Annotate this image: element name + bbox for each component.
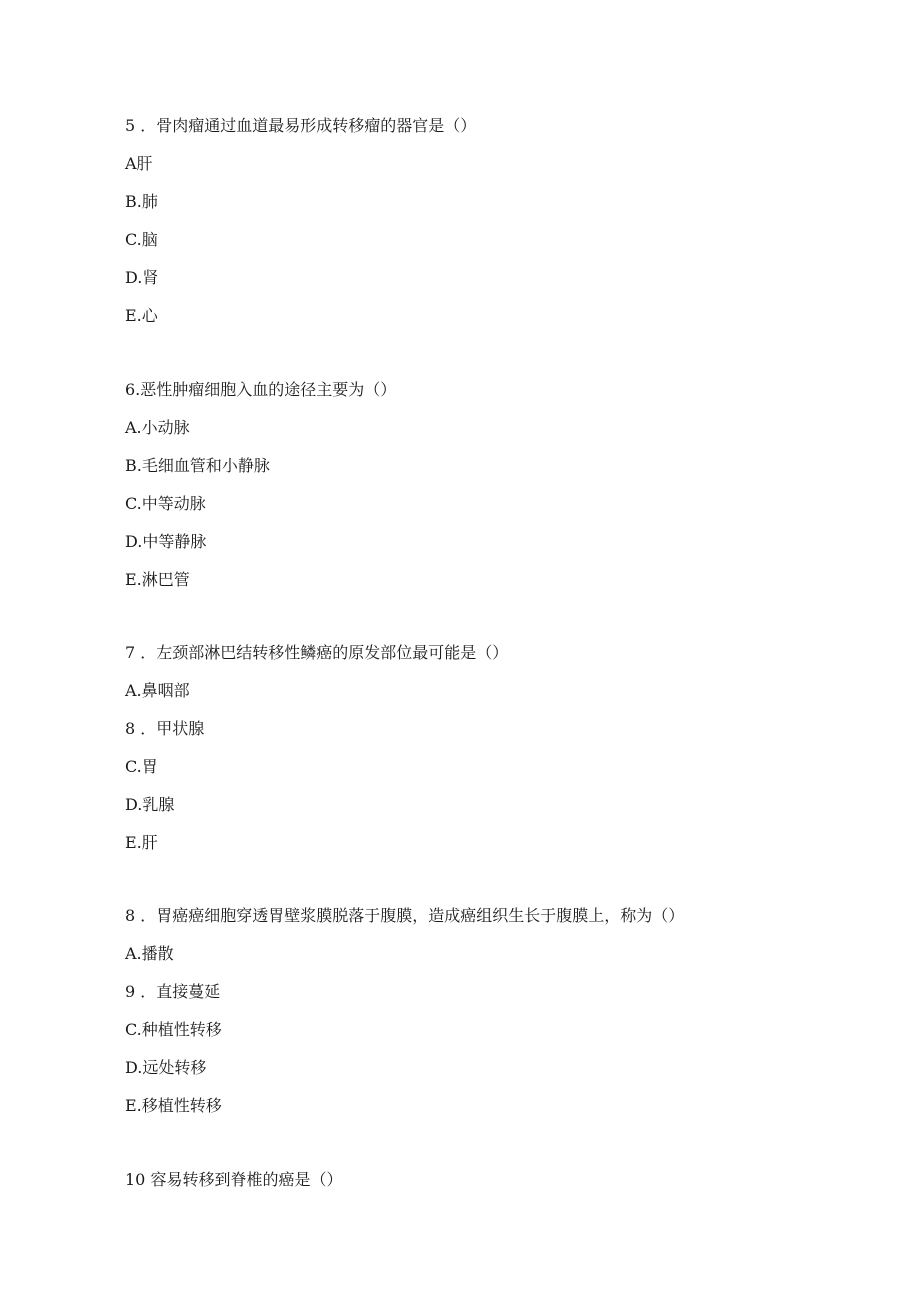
question-8-option-d: D.远处转移 bbox=[125, 1058, 207, 1077]
question-7-option-e: E.肝 bbox=[125, 833, 158, 852]
question-5-option-a: A肝 bbox=[125, 154, 153, 173]
question-6-option-c: C.中等动脉 bbox=[125, 494, 206, 513]
question-6-option-b: B.毛细血管和小静脉 bbox=[125, 456, 270, 475]
question-8-option-a: A.播散 bbox=[125, 944, 174, 963]
question-5-option-d: D.肾 bbox=[125, 268, 159, 287]
question-5-option-e: E.心 bbox=[125, 306, 158, 325]
question-5-option-b: B.肺 bbox=[125, 192, 158, 211]
question-7-option-c: C.胃 bbox=[125, 757, 158, 776]
question-8-option-e: E.移植性转移 bbox=[125, 1096, 222, 1115]
question-7-option-a: A.鼻咽部 bbox=[125, 681, 190, 700]
question-8-option-c: C.种植性转移 bbox=[125, 1020, 222, 1039]
question-7-stem: 7 ．左颈部淋巴结转移性鳞癌的原发部位最可能是（） bbox=[125, 643, 509, 662]
question-6-stem: 6.恶性肿瘤细胞入血的途径主要为（） bbox=[125, 380, 397, 399]
question-5-option-c: C.脑 bbox=[125, 230, 158, 249]
question-5-stem: 5 ．骨肉瘤通过血道最易形成转移瘤的器官是（） bbox=[125, 116, 477, 135]
question-7-option-d: D.乳腺 bbox=[125, 795, 175, 814]
question-8-stem: 8 ．胃癌癌细胞穿透胃壁浆膜脱落于腹膜，造成癌组织生长于腹膜上，称为（） bbox=[125, 906, 685, 925]
question-6-option-e: E.淋巴管 bbox=[125, 570, 190, 589]
question-10-stem: 10 容易转移到脊椎的癌是（） bbox=[125, 1170, 343, 1189]
question-6-option-d: D.中等静脉 bbox=[125, 532, 207, 551]
question-8-option-b: 9 ．直接蔓延 bbox=[125, 982, 221, 1001]
question-7-option-b: 8 ．甲状腺 bbox=[125, 719, 205, 738]
question-6-option-a: A.小动脉 bbox=[125, 418, 190, 437]
